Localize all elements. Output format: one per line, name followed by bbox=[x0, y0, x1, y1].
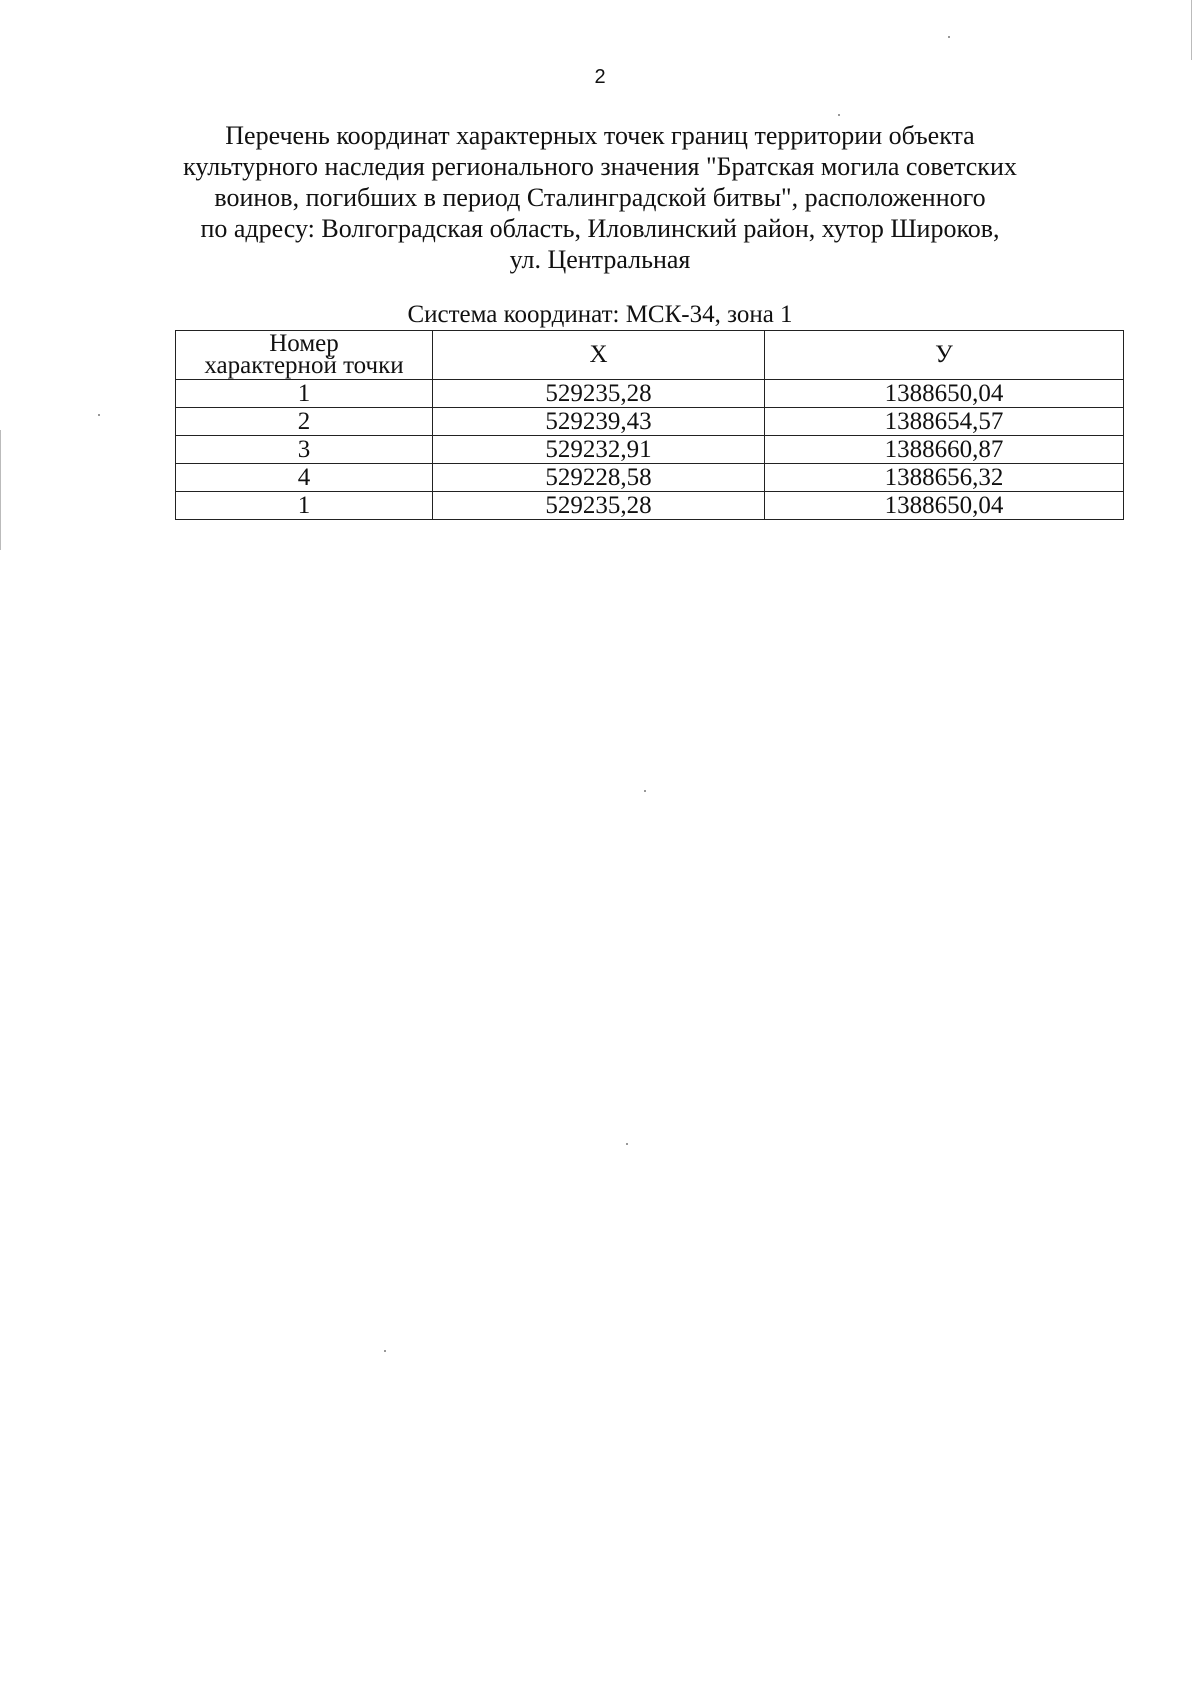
scan-speck bbox=[948, 36, 950, 38]
cell-point: 2 bbox=[176, 408, 433, 436]
cell-y: 1388650,04 bbox=[765, 380, 1124, 408]
title-line: по адресу: Волгоградская область, Иловлинский район, хутор Широков, bbox=[200, 214, 1000, 243]
scan-speck bbox=[644, 790, 646, 792]
cell-x: 529235,28 bbox=[433, 492, 765, 520]
table-row bbox=[176, 408, 1124, 436]
page-number: 2 bbox=[594, 66, 606, 88]
document-title bbox=[150, 120, 1050, 275]
title-line: культурного наследия регионального значения "Братская могила советских bbox=[183, 152, 1017, 181]
scan-edge-right bbox=[1191, 0, 1192, 60]
table-header-row bbox=[176, 331, 1124, 380]
cell-point: 4 bbox=[176, 464, 433, 492]
table-row bbox=[176, 380, 1124, 408]
header-point-number bbox=[176, 331, 433, 380]
title-line: ул. Центральная bbox=[509, 245, 691, 274]
scan-speck bbox=[98, 414, 100, 416]
table-row bbox=[176, 492, 1124, 520]
cell-x: 529228,58 bbox=[433, 464, 765, 492]
table-row bbox=[176, 436, 1124, 464]
title-line: Перечень координат характерных точек границ территории объекта bbox=[225, 121, 975, 150]
scan-speck bbox=[626, 1143, 628, 1145]
coordinate-system-caption: Система координат: МСК-34, зона 1 bbox=[407, 301, 793, 328]
header-y: У bbox=[765, 331, 1124, 380]
cell-x: 529239,43 bbox=[433, 408, 765, 436]
table-row bbox=[176, 464, 1124, 492]
scan-speck bbox=[838, 114, 840, 116]
cell-x: 529235,28 bbox=[433, 380, 765, 408]
cell-point: 1 bbox=[176, 380, 433, 408]
cell-point: 3 bbox=[176, 436, 433, 464]
cell-y: 1388654,57 bbox=[765, 408, 1124, 436]
cell-point: 1 bbox=[176, 492, 433, 520]
cell-y: 1388656,32 bbox=[765, 464, 1124, 492]
cell-y: 1388660,87 bbox=[765, 436, 1124, 464]
scan-edge-left bbox=[0, 430, 1, 550]
cell-y: 1388650,04 bbox=[765, 492, 1124, 520]
header-point-line1: Номер bbox=[269, 330, 339, 357]
header-x: X bbox=[433, 331, 765, 380]
scan-speck bbox=[384, 1350, 386, 1352]
cell-x: 529232,91 bbox=[433, 436, 765, 464]
coordinates-table bbox=[175, 330, 1124, 520]
header-point-line2: характерной точки bbox=[204, 352, 404, 379]
title-line: воинов, погибших в период Сталинградской битвы", расположенного bbox=[214, 183, 986, 212]
